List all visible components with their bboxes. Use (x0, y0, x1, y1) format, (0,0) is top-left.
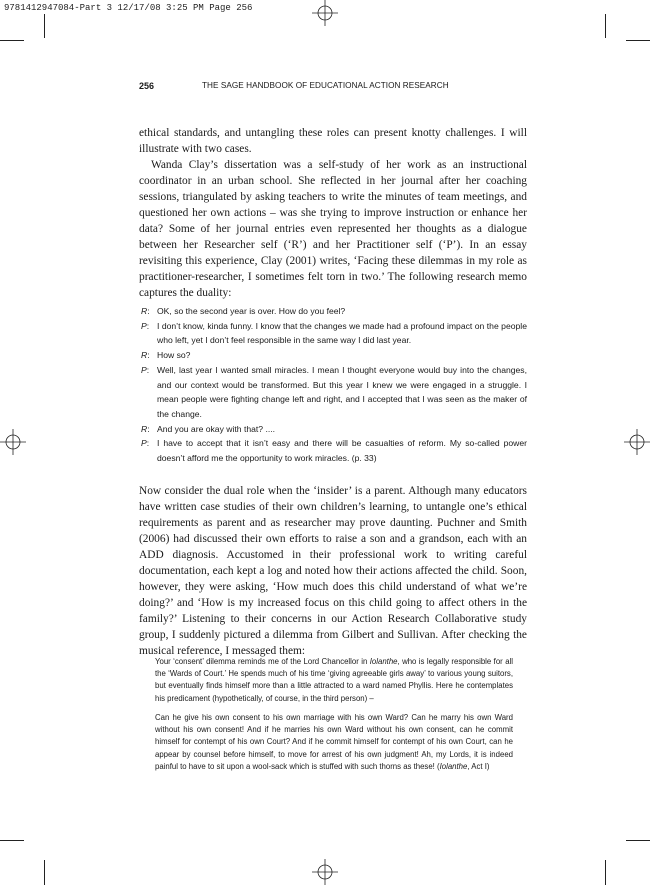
dialogue-line (141, 422, 527, 437)
work-title: Iolanthe (439, 761, 468, 771)
crop-mark-bottom-left-horizontal (0, 840, 24, 841)
dialogue-line (141, 436, 527, 465)
speaker-label: P: (141, 320, 150, 331)
dialogue-line (141, 363, 527, 422)
speaker-label: R: (141, 423, 150, 434)
printer-slug: 9781412947084-Part 3 12/17/08 3:25 PM Page 256 (4, 3, 253, 13)
dialogue-text: Well, last year I wanted small miracles. I mean I thought everyone would buy into the changes, and our context would be transformed. But this year I knew we were engaged in a struggle. I mean people were fighting change left and right, and I accepted that I was seen as the maker of the change. (157, 364, 527, 419)
paragraph-parent: Now consider the dual role when the ‘insider’ is a parent. Although many educators have written case studies of their own children’s learning, to untangle one’s ethical requirements as parent and as researcher may prove daunting. Puchner and Smith (2006) had discussed their own efforts to raise a son and a grandson, each with an ADD diagnosis. Accustomed in their professional work to writing careful documentation, each kept a log and noted how their actions affected the child. Soon, however, they were asking, ‘How much does this child understand of what we’re doing?’ and ‘How is my increased focus on this child going to affect others in the family?’ Listening to their concerns in our Action Research Collaborative study group, I suddenly pictured a dilemma from Gilbert and Sullivan. After checking the musical reference, I messaged them: (139, 485, 527, 657)
registration-mark-right (624, 429, 650, 455)
dialogue-text: And you are okay with that? .... (157, 423, 275, 434)
registration-mark-top (312, 0, 338, 26)
crop-mark-top-left-horizontal (0, 40, 24, 41)
book-title: THE SAGE HANDBOOK OF EDUCATIONAL ACTION RESEARCH (202, 81, 449, 90)
dialogue-text: How so? (157, 350, 191, 361)
crop-mark-top-right-vertical (605, 14, 606, 38)
dialogue-line (141, 304, 527, 319)
page-number: 256 (139, 81, 155, 91)
crop-mark-top-left-vertical (44, 14, 45, 38)
dialogue-text: I don’t know, kinda funny. I know that the changes we made had a profound impact on the people who left, yet I don’t feel responsible in the same way I did last year. (157, 320, 527, 346)
registration-mark-bottom (312, 859, 338, 885)
crop-mark-bottom-left-vertical (44, 860, 45, 885)
dialogue-line (141, 348, 527, 363)
dialogue-text: I have to accept that it isn’t easy and there will be casualties of reform. My so-called power doesn’t afford me the opportunity to work miracles. (p. 33) (157, 438, 527, 464)
work-title: Iolanthe (369, 657, 398, 666)
speaker-label: R: (141, 306, 150, 316)
parent-section-text (139, 483, 527, 659)
dialogue-text: OK, so the second year is over. How do you feel? (157, 306, 346, 316)
opening-text (139, 125, 527, 301)
speaker-label: P: (141, 438, 150, 449)
paragraph-clay: Wanda Clay’s dissertation was a self-study of her work as an instructional coordinator in an urban school. She reflected in her journal after her coaching sessions, triangulated by asking teachers to write the minutes of team meetings, and questioned her own actions – was she trying to improve instruction or enhance her data? Some of her journal entries even represented her thoughts as a dialogue between her Researcher self (‘R’) and her Practitioner self (‘P’). In an essay revisiting this experience, Clay (2001) writes, ‘Facing these dilemmas in my role as practitioner-researcher, I sometimes felt torn in two.’ The following research memo captures the duality: (139, 159, 527, 299)
speaker-label: R: (141, 350, 150, 361)
crop-mark-bottom-right-vertical (605, 860, 606, 885)
research-memo-dialogue (141, 304, 527, 466)
crop-mark-bottom-right-horizontal (626, 840, 650, 841)
speaker-label: P: (141, 364, 150, 375)
message-quote: Your ‘consent’ dilemma reminds me of the Lord Chancellor in Iolanthe, who is legally responsible for all the ‘Wards of Court.’ He spends much of his time ‘giving agreeable girls away’ to various young suitors, but eventually finds himself more than a little attracted to a ward named Phyllis. Here he contemplates his predicament (hypothetically, of course, in the third person) – (155, 657, 513, 703)
dialogue-line (141, 319, 527, 348)
registration-mark-left (0, 429, 26, 455)
iolanthe-quote: Can he give his own consent to his own marriage with his own Ward? Can he marry his own Ward without his own consent! And if he marries his own Ward without his own consent, can he commit himself for contempt of his own Court? And if he commit himself for contempt of his own Court, can he appear by counsel before himself, to move for arrest of his own judgment! Ah, my Lords, it is indeed painful to have to sit upon a wool-sack which is stuffed with such thorns as these! (Iolanthe, Act I) (155, 713, 513, 771)
paragraph-continued: ethical standards, and untangling these roles can present knotty challenges. I will illustrate with two cases. (139, 127, 527, 155)
crop-mark-top-right-horizontal (626, 40, 650, 41)
